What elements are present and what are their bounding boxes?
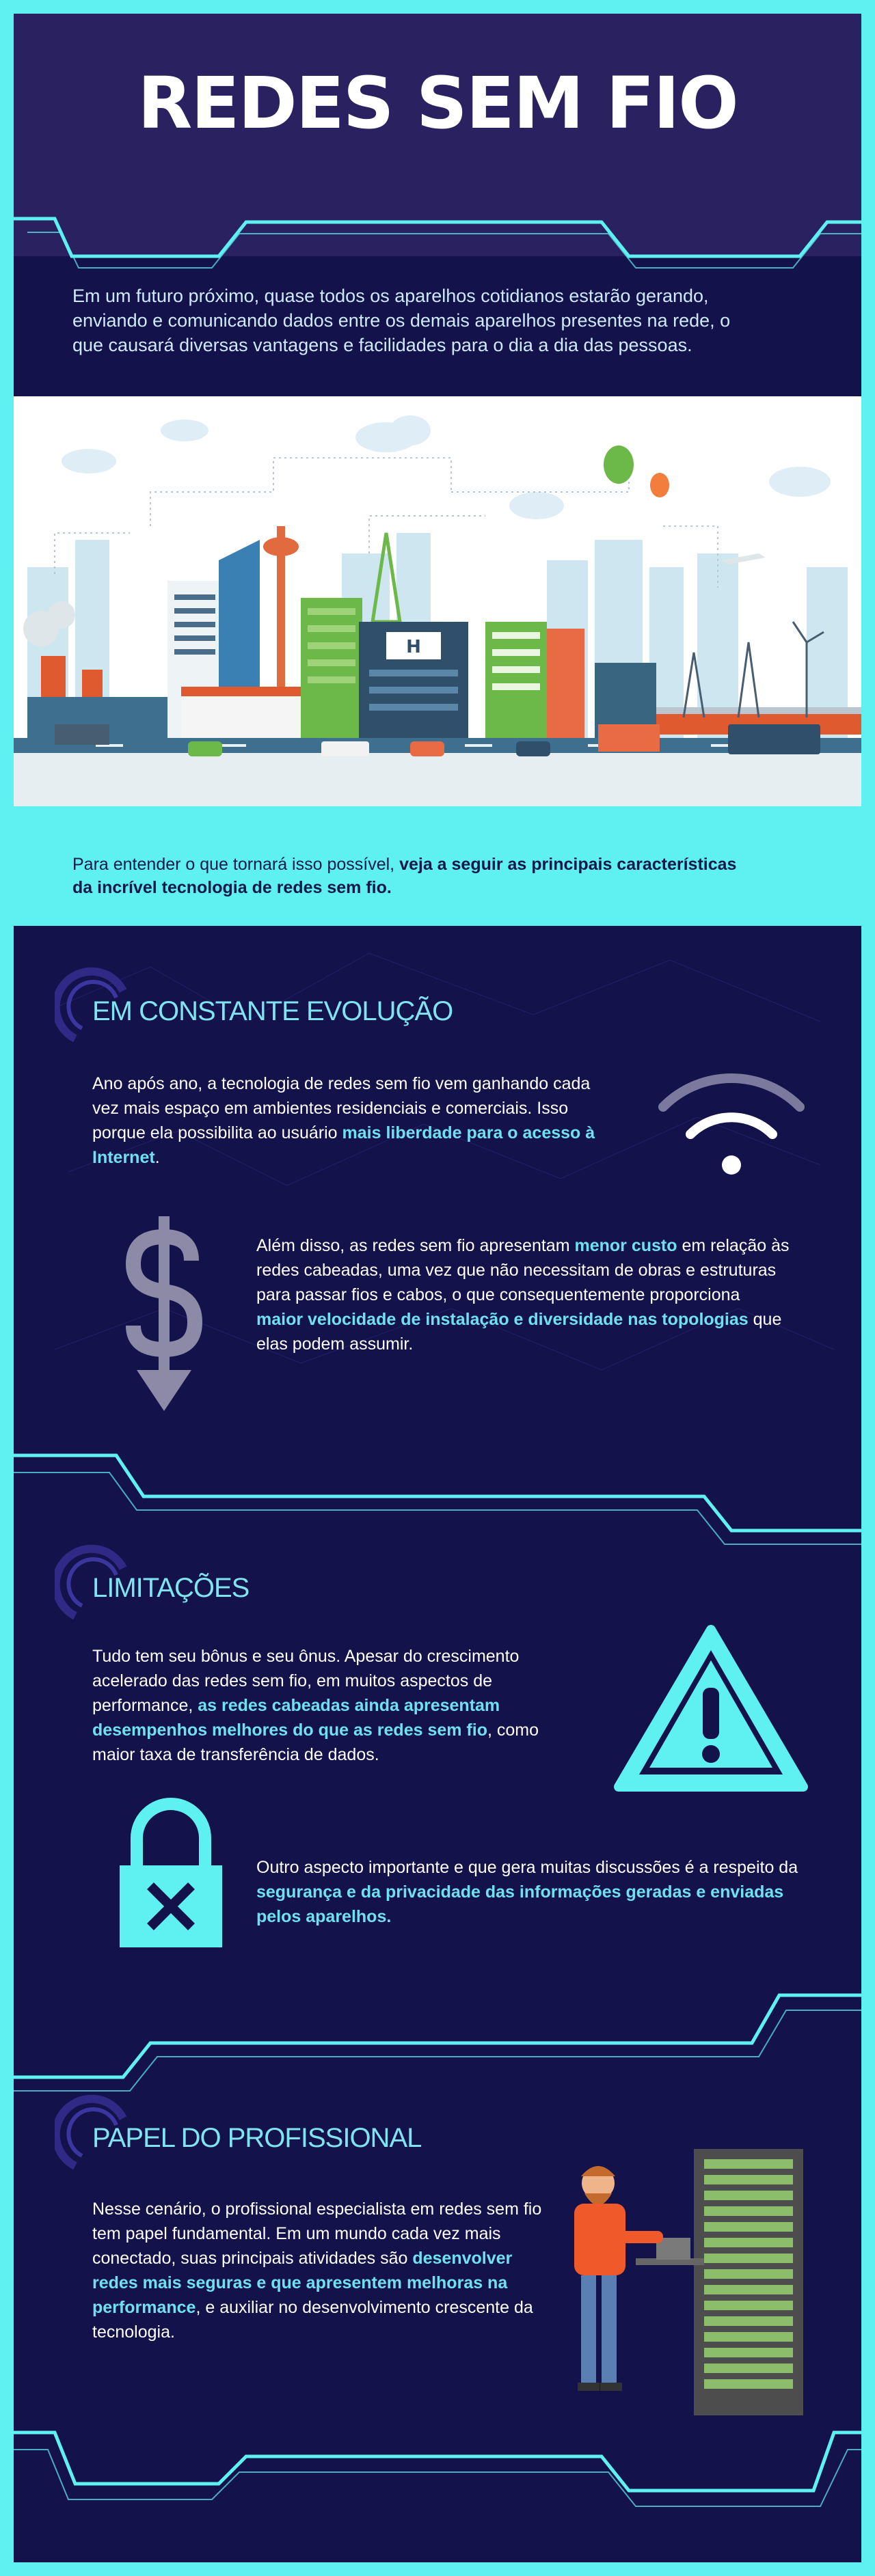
smart-city-illustration	[14, 396, 861, 806]
evolucao-paragraph-2: Além disso, as redes sem fio apresentam menor custo em relação às redes cabeadas, uma vez que não necessitam de obras e estruturas para passar fios e cabos, o que consequentemente proporciona maior velocidade de instalação e diversidade nas topologias que elas podem assumir.	[256, 1236, 790, 1354]
circuit-divider	[14, 1968, 861, 2105]
section-title-evolucao: EM CONSTANTE EVOLUÇÃO	[92, 996, 453, 1026]
page-title: REDES SEM FIO	[137, 61, 738, 145]
lock-icon	[113, 1797, 229, 1954]
svg-text:H: H	[406, 637, 421, 657]
wifi-icon	[656, 1059, 807, 1182]
section-title-limitacoes: LIMITAÇÕES	[92, 1573, 250, 1603]
limitacoes-paragraph-2: Outro aspecto importante e que gera muitas discussões é a respeito da segurança e da privacidade das informações geradas e enviadas pelos aparelhos.	[256, 1858, 798, 1926]
evolucao-paragraph-1: Ano após ano, a tecnologia de redes sem fio vem ganhando cada vez mais espaço em ambientes residenciais e comerciais. Isso porque ela possibilita ao usuário mais liberdade para o acesso à Internet.	[92, 1074, 595, 1167]
bottom-circuit	[14, 2419, 861, 2562]
infographic-frame	[14, 14, 861, 2562]
professional-with-server-illustration	[554, 2135, 827, 2422]
papel-paragraph: Nesse cenário, o profissional especialista em redes sem fio tem papel fundamental. Em um mundo cada vez mais conectado, suas principais atividades são desenvolver redes mais seguras e que apresentem melhoras na performance, e auxiliar no desenvolvimento crescente da tecnologia.	[92, 2200, 542, 2342]
intro-text: Em um futuro próximo, quase todos os aparelhos cotidianos estarão gerando, enviando e comunicando dados entre os demais aparelhos presentes na rede, o que causará diversas vantagens e facilidades para o dia a dia das pessoas.	[72, 286, 731, 355]
warning-icon	[608, 1616, 813, 1800]
section-title-papel: PAPEL DO PROFISSIONAL	[92, 2123, 422, 2153]
dollar-icon	[116, 1213, 212, 1418]
circuit-divider	[14, 1435, 861, 1578]
lead-text: Para entender o que tornará isso possível, veja a seguir as principais características da incrível tecnologia de redes sem fio.	[72, 855, 737, 897]
limitacoes-paragraph-1: Tudo tem seu bônus e seu ônus. Apesar do crescimento acelerado das redes sem fio, em muitos aspectos de performance, as redes cabeadas ainda apresentam desempenhos melhores do que as redes sem fio, como maior taxa de transferência de dados.	[92, 1647, 539, 1764]
